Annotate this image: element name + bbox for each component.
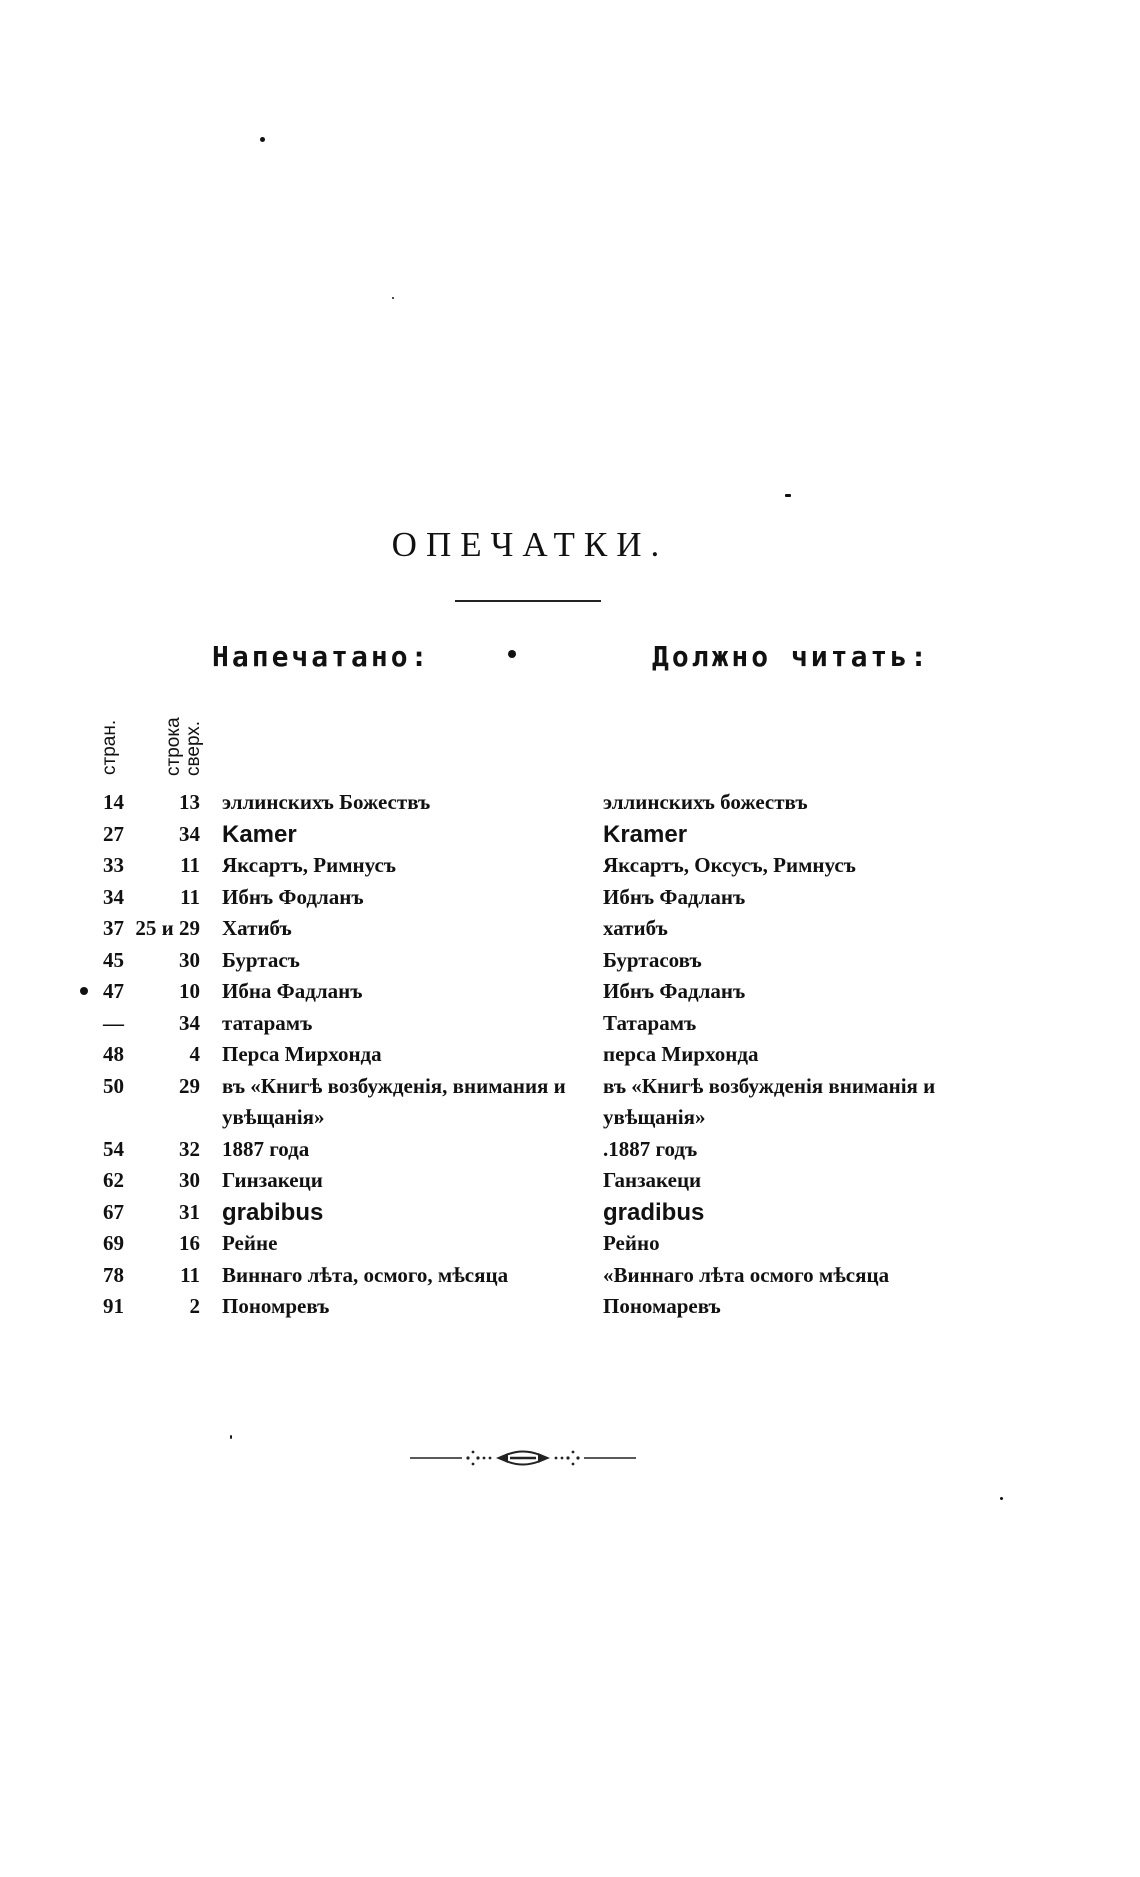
printed-text: Ибна Фадланъ xyxy=(222,979,363,1003)
line-number: 25 и 29 xyxy=(135,916,200,940)
page-number: 37 xyxy=(103,916,124,940)
page-number: — xyxy=(103,1010,124,1035)
correct-text: Пономаревъ xyxy=(603,1294,721,1318)
page-number: 78 xyxy=(103,1262,124,1287)
printed-text: Рейне xyxy=(222,1231,278,1255)
table-row xyxy=(0,1228,1140,1260)
printed-text: Перса Мирхонда xyxy=(222,1042,382,1066)
line-column-header-line2: сверх. xyxy=(183,720,204,776)
page-title: ОПЕЧАТКИ. xyxy=(391,525,669,564)
print-speck xyxy=(508,650,516,658)
line-number: 11 xyxy=(180,884,200,909)
line-number: 29 xyxy=(179,1073,200,1098)
table-row xyxy=(0,882,1140,914)
page-number: 91 xyxy=(103,1294,124,1318)
print-speck xyxy=(1000,1497,1003,1500)
page-number: 54 xyxy=(103,1136,124,1161)
correct-text: Буртасовъ xyxy=(603,947,702,972)
print-speck xyxy=(260,137,265,142)
printed-text: Буртасъ xyxy=(222,947,300,972)
correct-text: въ «Книгѣ возбужденія вниманія и увѣщанія» xyxy=(603,1073,936,1129)
printed-text: Хатибъ xyxy=(222,916,292,940)
correct-text: Яксартъ, Оксусъ, Римнусъ xyxy=(603,853,856,877)
line-number: 11 xyxy=(180,853,200,877)
table-row xyxy=(0,1071,1140,1134)
page-number: 67 xyxy=(103,1199,124,1224)
correct-column-header: Должно читать: xyxy=(652,640,931,673)
table-row xyxy=(0,787,1140,819)
printed-text: Kamer xyxy=(222,820,297,848)
line-number: 32 xyxy=(179,1136,200,1161)
table-row xyxy=(0,1291,1140,1323)
print-speck xyxy=(785,494,791,497)
line-number: 13 xyxy=(179,790,200,814)
printed-text: Яксартъ, Римнусъ xyxy=(222,853,397,877)
line-number: 30 xyxy=(179,947,200,972)
printed-text: татарамъ xyxy=(222,1010,313,1035)
correct-text: «Виннаго лѣта осмого мѣсяца xyxy=(603,1262,890,1287)
correct-text: gradibus xyxy=(603,1198,705,1226)
printed-column-header: Напечатано: xyxy=(212,640,431,673)
line-number: 11 xyxy=(180,1262,200,1287)
correct-text: Kramer xyxy=(603,820,688,848)
printed-text: эллинскихъ Божествъ xyxy=(222,790,431,814)
page-number: 45 xyxy=(103,947,124,972)
table-row xyxy=(0,945,1140,977)
correct-text: Татарамъ xyxy=(603,1010,697,1035)
line-number: 34 xyxy=(179,1010,200,1035)
correct-text: Ибнъ Фадланъ xyxy=(603,979,746,1003)
page-number: 62 xyxy=(103,1168,124,1192)
print-speck xyxy=(230,1435,232,1439)
line-number: 4 xyxy=(189,1042,200,1066)
title-rule xyxy=(455,600,601,602)
printed-text: въ «Книгѣ возбужденія, внимания и увѣщанія» xyxy=(222,1073,566,1129)
page-column-header: стран. xyxy=(99,719,120,775)
line-number: 2 xyxy=(189,1294,200,1318)
table-row xyxy=(0,819,1140,851)
ornament-divider xyxy=(410,1446,636,1470)
table-row xyxy=(0,850,1140,882)
printed-text: 1887 года xyxy=(222,1136,310,1161)
correct-text: Рейно xyxy=(603,1231,660,1255)
table-row xyxy=(0,1165,1140,1197)
table-row xyxy=(0,1039,1140,1071)
line-number: 34 xyxy=(179,821,200,846)
line-column-header xyxy=(164,681,204,776)
page-number: 47 xyxy=(103,979,124,1003)
correct-text: хатибъ xyxy=(603,916,668,940)
correct-text: Ганзакеци xyxy=(603,1168,702,1192)
correct-text: Ибнъ Фадланъ xyxy=(603,884,746,909)
page-number: 33 xyxy=(103,853,124,877)
line-number: 31 xyxy=(179,1199,200,1224)
printed-text: Ибнъ Фодланъ xyxy=(222,884,364,909)
table-row xyxy=(0,913,1140,945)
page-number: 34 xyxy=(103,884,124,909)
page-number: 14 xyxy=(103,790,124,814)
page-number: 50 xyxy=(103,1073,124,1098)
table-row xyxy=(0,1134,1140,1166)
table-row xyxy=(0,976,1140,1008)
line-number: 16 xyxy=(179,1231,200,1255)
correct-text: эллинскихъ божествъ xyxy=(603,790,808,814)
print-speck xyxy=(392,297,394,299)
table-row xyxy=(0,1197,1140,1229)
page-number: 27 xyxy=(103,821,124,846)
table-row xyxy=(0,1008,1140,1040)
printed-text: grabibus xyxy=(222,1198,324,1226)
page-number: 69 xyxy=(103,1231,124,1255)
line-column-header-line1: строка xyxy=(163,717,184,776)
page-number: 48 xyxy=(103,1042,124,1066)
printed-text: Виннаго лѣта, осмого, мѣсяца xyxy=(222,1262,509,1287)
correct-text: перса Мирхонда xyxy=(603,1042,759,1066)
errata-table xyxy=(0,787,1140,1323)
table-row xyxy=(0,1260,1140,1292)
printed-text: Пономревъ xyxy=(222,1294,330,1318)
line-number: 10 xyxy=(179,979,200,1003)
correct-text: .1887 годъ xyxy=(603,1136,698,1161)
printed-text: Гинзакеци xyxy=(222,1168,323,1192)
line-number: 30 xyxy=(179,1168,200,1192)
